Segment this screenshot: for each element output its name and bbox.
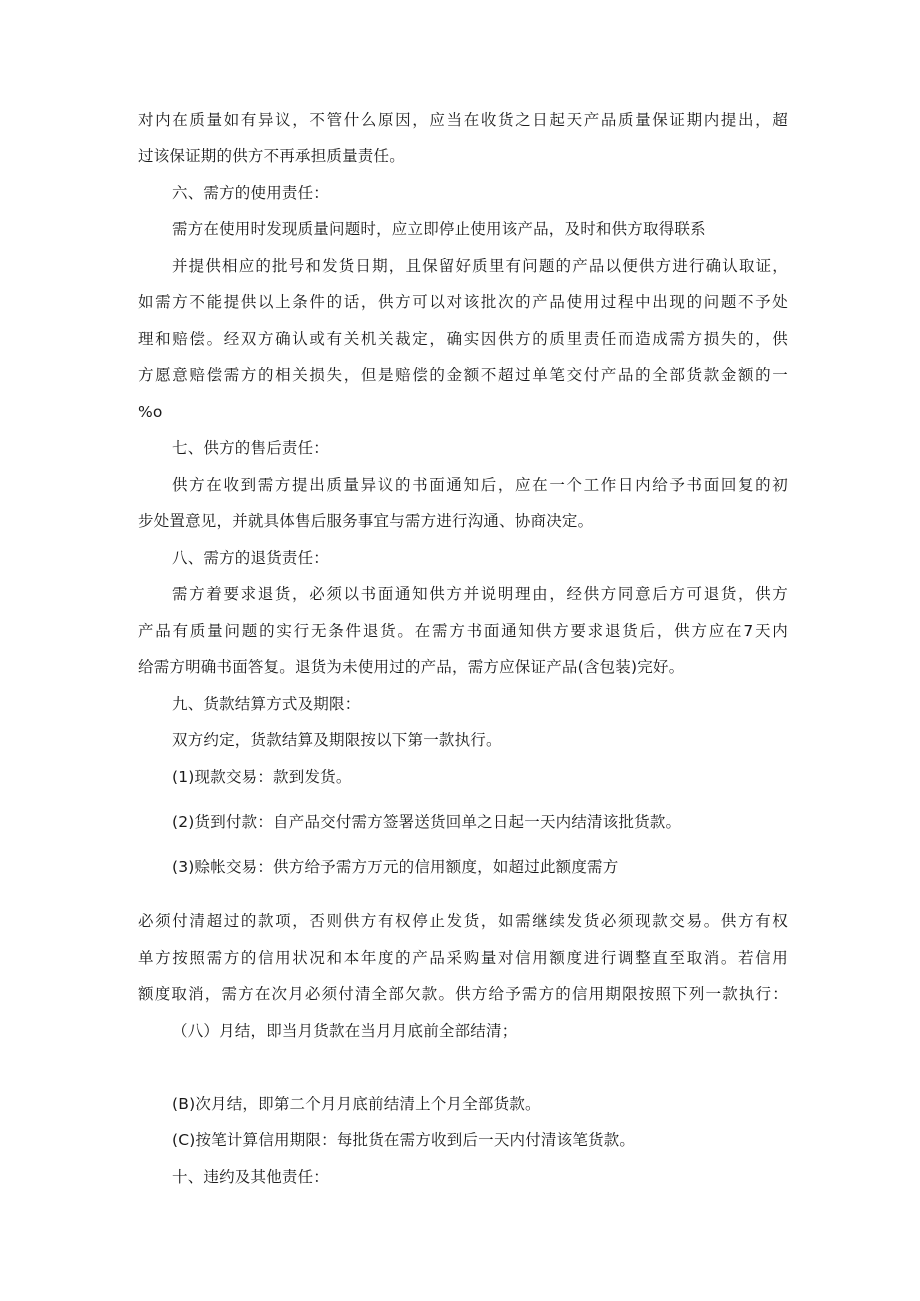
text-line: 对内在质量如有异议，不管什么原因，应当在收货之日起天产品质量保证期内提出，超 [138, 111, 788, 129]
text-line: 需方在使用时发现质量问题时，应立即停止使用该产品，及时和供方取得联系 [172, 220, 706, 238]
text-line: 并提供相应的批号和发货日期，且保留好质里有问题的产品以便供方进行确认取证， [172, 257, 788, 275]
list-item: (B)次月结，即第二个月月底前结清上个月全部货款。 [172, 1095, 541, 1113]
list-item: (C)按笔计算信用期限：每批货在需方收到后一天内付清该笔货款。 [172, 1131, 636, 1149]
section-heading: 八、需方的退货责任： [172, 549, 330, 567]
section-heading: 六、需方的使用责任： [172, 184, 330, 202]
text-line: 如需方不能提供以上条件的话，供方可以对该批次的产品使用过程中出现的问题不予处 [138, 293, 788, 311]
text-line: 必须付清超过的款项，否则供方有权停止发货，如需继续发货必须现款交易。供方有权 [138, 912, 788, 930]
text-line: %o [138, 403, 163, 421]
section-heading: 七、供方的售后责任： [172, 439, 330, 457]
text-line: 双方约定，货款结算及期限按以下第一款执行。 [172, 731, 502, 749]
list-item: (1)现款交易：款到发货。 [172, 768, 352, 786]
list-item: (2)货到付款：自产品交付需方签署送货回单之日起一天内结清该批货款。 [172, 813, 682, 831]
text-line: 过该保证期的供方不再承担质量责任。 [138, 147, 405, 165]
list-item: （八）月结，即当月货款在当月月底前全部结清； [172, 1022, 518, 1040]
section-heading: 十、违约及其他责任： [172, 1168, 330, 1186]
text-line: 单方按照需方的信用状况和本年度的产品采购量对信用额度进行调整直至取消。若信用 [138, 949, 788, 967]
section-heading: 九、货款结算方式及期限： [172, 695, 361, 713]
text-line: 需方着要求退货，必须以书面通知供方并说明理由，经供方同意后方可退货，供方 [172, 585, 788, 603]
text-line: 额度取消，需方在次月必须付清全部欠款。供方给予需方的信用期限按照下列一款执行： [138, 985, 788, 1003]
text-line: 理和赔偿。经双方确认或有关机关裁定，确实因供方的质里责任而造成需方损失的，供 [138, 330, 788, 348]
text-line: 给需方明确书面答复。退货为未使用过的产品，需方应保证产品(含包装)完好。 [138, 658, 685, 676]
list-item: (3)赊帐交易：供方给予需方万元的信用额度，如超过此额度需方 [172, 858, 619, 876]
text-line: 方愿意赔偿需方的相关损失，但是赔偿的金额不超过单笔交付产品的全部货款金额的一 [138, 366, 788, 384]
text-line: 供方在收到需方提出质量异议的书面通知后，应在一个工作日内给予书面回复的初 [172, 476, 788, 494]
text-line: 产品有质量问题的实行无条件退货。在需方书面通知供方要求退货后，供方应在7天内 [138, 622, 788, 640]
text-line: 步处置意见，并就具体售后服务事宜与需方进行沟通、协商决定。 [138, 512, 594, 530]
